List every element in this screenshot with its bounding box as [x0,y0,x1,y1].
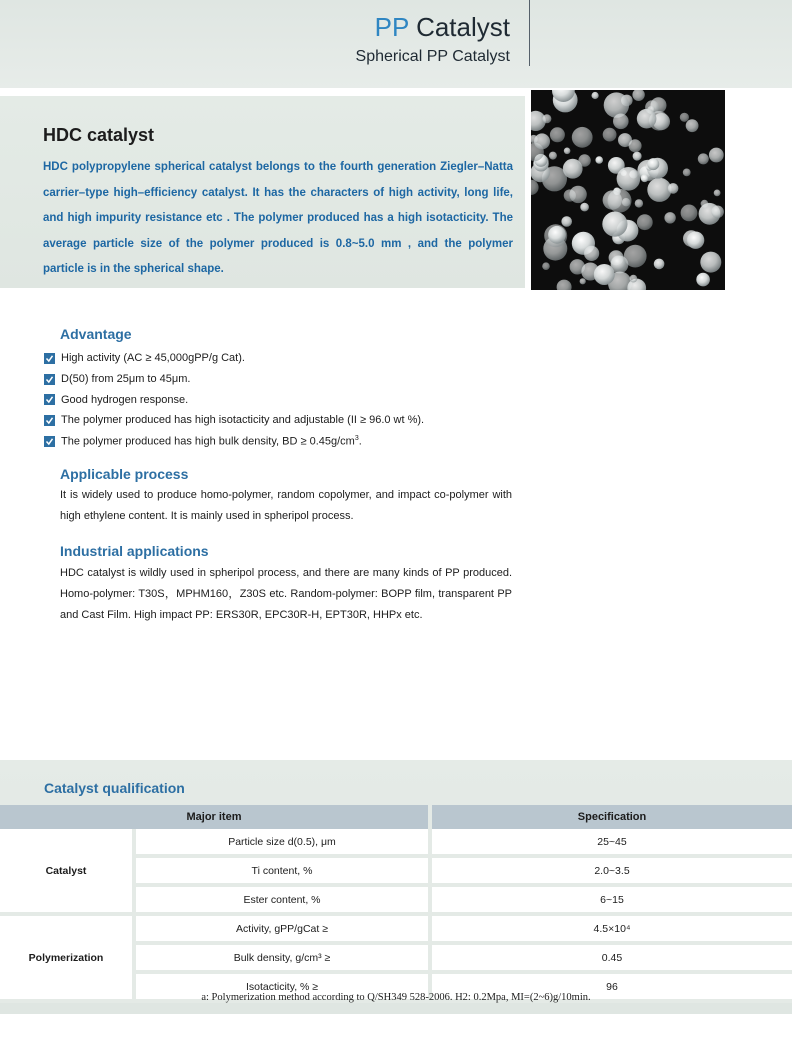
particle [542,114,551,123]
industrial-text: HDC catalyst is wildly used in spheripol process, and there are many kinds of PP produced. Homo-polymer: T30S，MPHM160，Z30S etc. Random-polymer: BOPP film, transparent PP and Cast Film. High impact PP: ERS30R, EPC30R-H, EPT30R, HHPx etc. [60,567,512,621]
spec-cell: 2.0~3.5 [432,858,792,887]
particle [569,186,586,203]
particle [635,199,643,207]
advantage-item-text-main: The polymer produced has high bulk density, BD ≥ 0.45g/cm [61,435,355,448]
particle [608,189,632,213]
particle [714,190,721,197]
particle [580,203,589,212]
particle [664,212,675,223]
particle [561,216,572,227]
spec-cell: 4.5×10⁴ [432,916,792,945]
applicable-heading: Applicable process [60,466,189,482]
catalyst-particles-photo [531,90,725,290]
advantage-item [44,389,514,410]
particle [624,245,647,268]
particle [549,152,557,160]
advantage-item-text: D(50) from 25μm to 45μm. [61,373,191,386]
particle [654,259,665,270]
particle [687,232,704,249]
particle [602,212,627,237]
checkbox-icon [44,353,55,364]
particle [564,148,571,155]
header-divider [529,0,530,66]
particle [700,252,721,273]
advantage-item-tail: . [358,435,362,448]
particle [617,167,641,191]
intro-text: HDC polypropylene spherical catalyst belongs to the fourth generation Ziegler–Natta carrier–type high–efficiency catalyst. It has the characters of high activity, long life, and high impurity resistance etc . The polymer produced has a high isotacticity. The average particle size of the polymer produced is 0.8~5.0 mm , and the polymer particle is in the spherical shape. [43,161,513,275]
particle [630,275,638,283]
item-cell: Isotacticity, % ≥ [136,974,432,1003]
particle [637,109,657,129]
col-major-item: Major item [0,805,432,829]
checkbox-icon [44,436,55,447]
advantage-item [44,410,514,431]
industrial-heading: Industrial applications [60,543,209,559]
intro-title: HDC catalyst [43,125,155,145]
spec-cell: 0.45 [432,945,792,974]
footnote: a: Polymerization method according to Q/SH349 528-2006. H2: 0.2Mpa, MI=(2~6)g/10min. [201,992,591,1003]
col-specification: Specification [432,805,792,829]
particle [595,156,603,164]
particle [680,113,689,122]
particle [531,180,539,195]
particle [580,278,586,284]
item-cell: Bulk density, g/cm³ ≥ [136,945,432,974]
title-suffix: Catalyst [408,12,510,42]
particle [709,148,724,163]
particle [696,273,710,287]
particle [633,152,642,161]
item-cell: Activity, gPP/gCat ≥ [136,916,432,945]
table-row [0,829,792,858]
particle [632,90,644,101]
group-label: Catalyst [0,829,136,916]
item-cell: Ti content, % [136,858,432,887]
applicable-text: It is widely used to produce homo-polymer, random copolymer, and impact co-polymer with high ethylene content. It is mainly used in spheripol process. [60,489,512,522]
particle [711,206,724,219]
advantage-item [44,369,514,390]
particle [594,264,615,285]
checkbox-icon [44,374,55,385]
spec-cell: 25~45 [432,829,792,858]
qualification-table [0,805,792,1003]
particle [668,183,679,194]
particle [548,226,566,244]
particle [641,174,649,182]
particle [603,128,617,142]
group-label: Polymerization [0,916,136,1003]
particle [550,127,565,142]
particle [572,127,593,148]
particle [683,169,691,177]
particle [647,178,671,202]
particle [557,280,572,290]
item-cell: Ester content, % [136,887,432,916]
title-prefix: PP [374,12,409,42]
particle [604,92,629,117]
item-cell: Particle size d(0.5), μm [136,829,432,858]
page-title [375,12,510,43]
particle [686,119,699,132]
advantage-list [44,348,514,451]
checkbox-icon [44,415,55,426]
advantage-item [44,348,514,369]
spec-cell: 96 [432,974,792,1003]
advantage-item-text: Good hydrogen response. [61,393,189,406]
page-subtitle: Spherical PP Catalyst [355,48,510,65]
advantage-item-text [61,435,362,448]
table-header-row [0,805,792,829]
particle [584,246,599,261]
particle [698,153,709,164]
particle [534,133,550,149]
particle [681,205,698,222]
advantage-item-text: High activity (AC ≥ 45,000gPP/g Cat). [61,352,245,365]
particle [611,255,626,270]
particle [578,154,590,166]
table-row [0,916,792,945]
spec-cell: 6~15 [432,887,792,916]
particle [637,214,653,230]
checkbox-icon [44,394,55,405]
qualification-heading: Catalyst qualification [44,780,185,796]
particle [592,92,599,99]
particle [629,139,642,152]
particle [613,114,629,130]
particle [542,262,550,270]
advantage-item [44,431,514,452]
unit-superscript: 3 [354,434,359,442]
advantage-item-text: The polymer produced has high isotacticity and adjustable (II ≥ 96.0 wt %). [61,414,425,427]
advantage-heading: Advantage [60,326,132,342]
particle [647,158,659,170]
